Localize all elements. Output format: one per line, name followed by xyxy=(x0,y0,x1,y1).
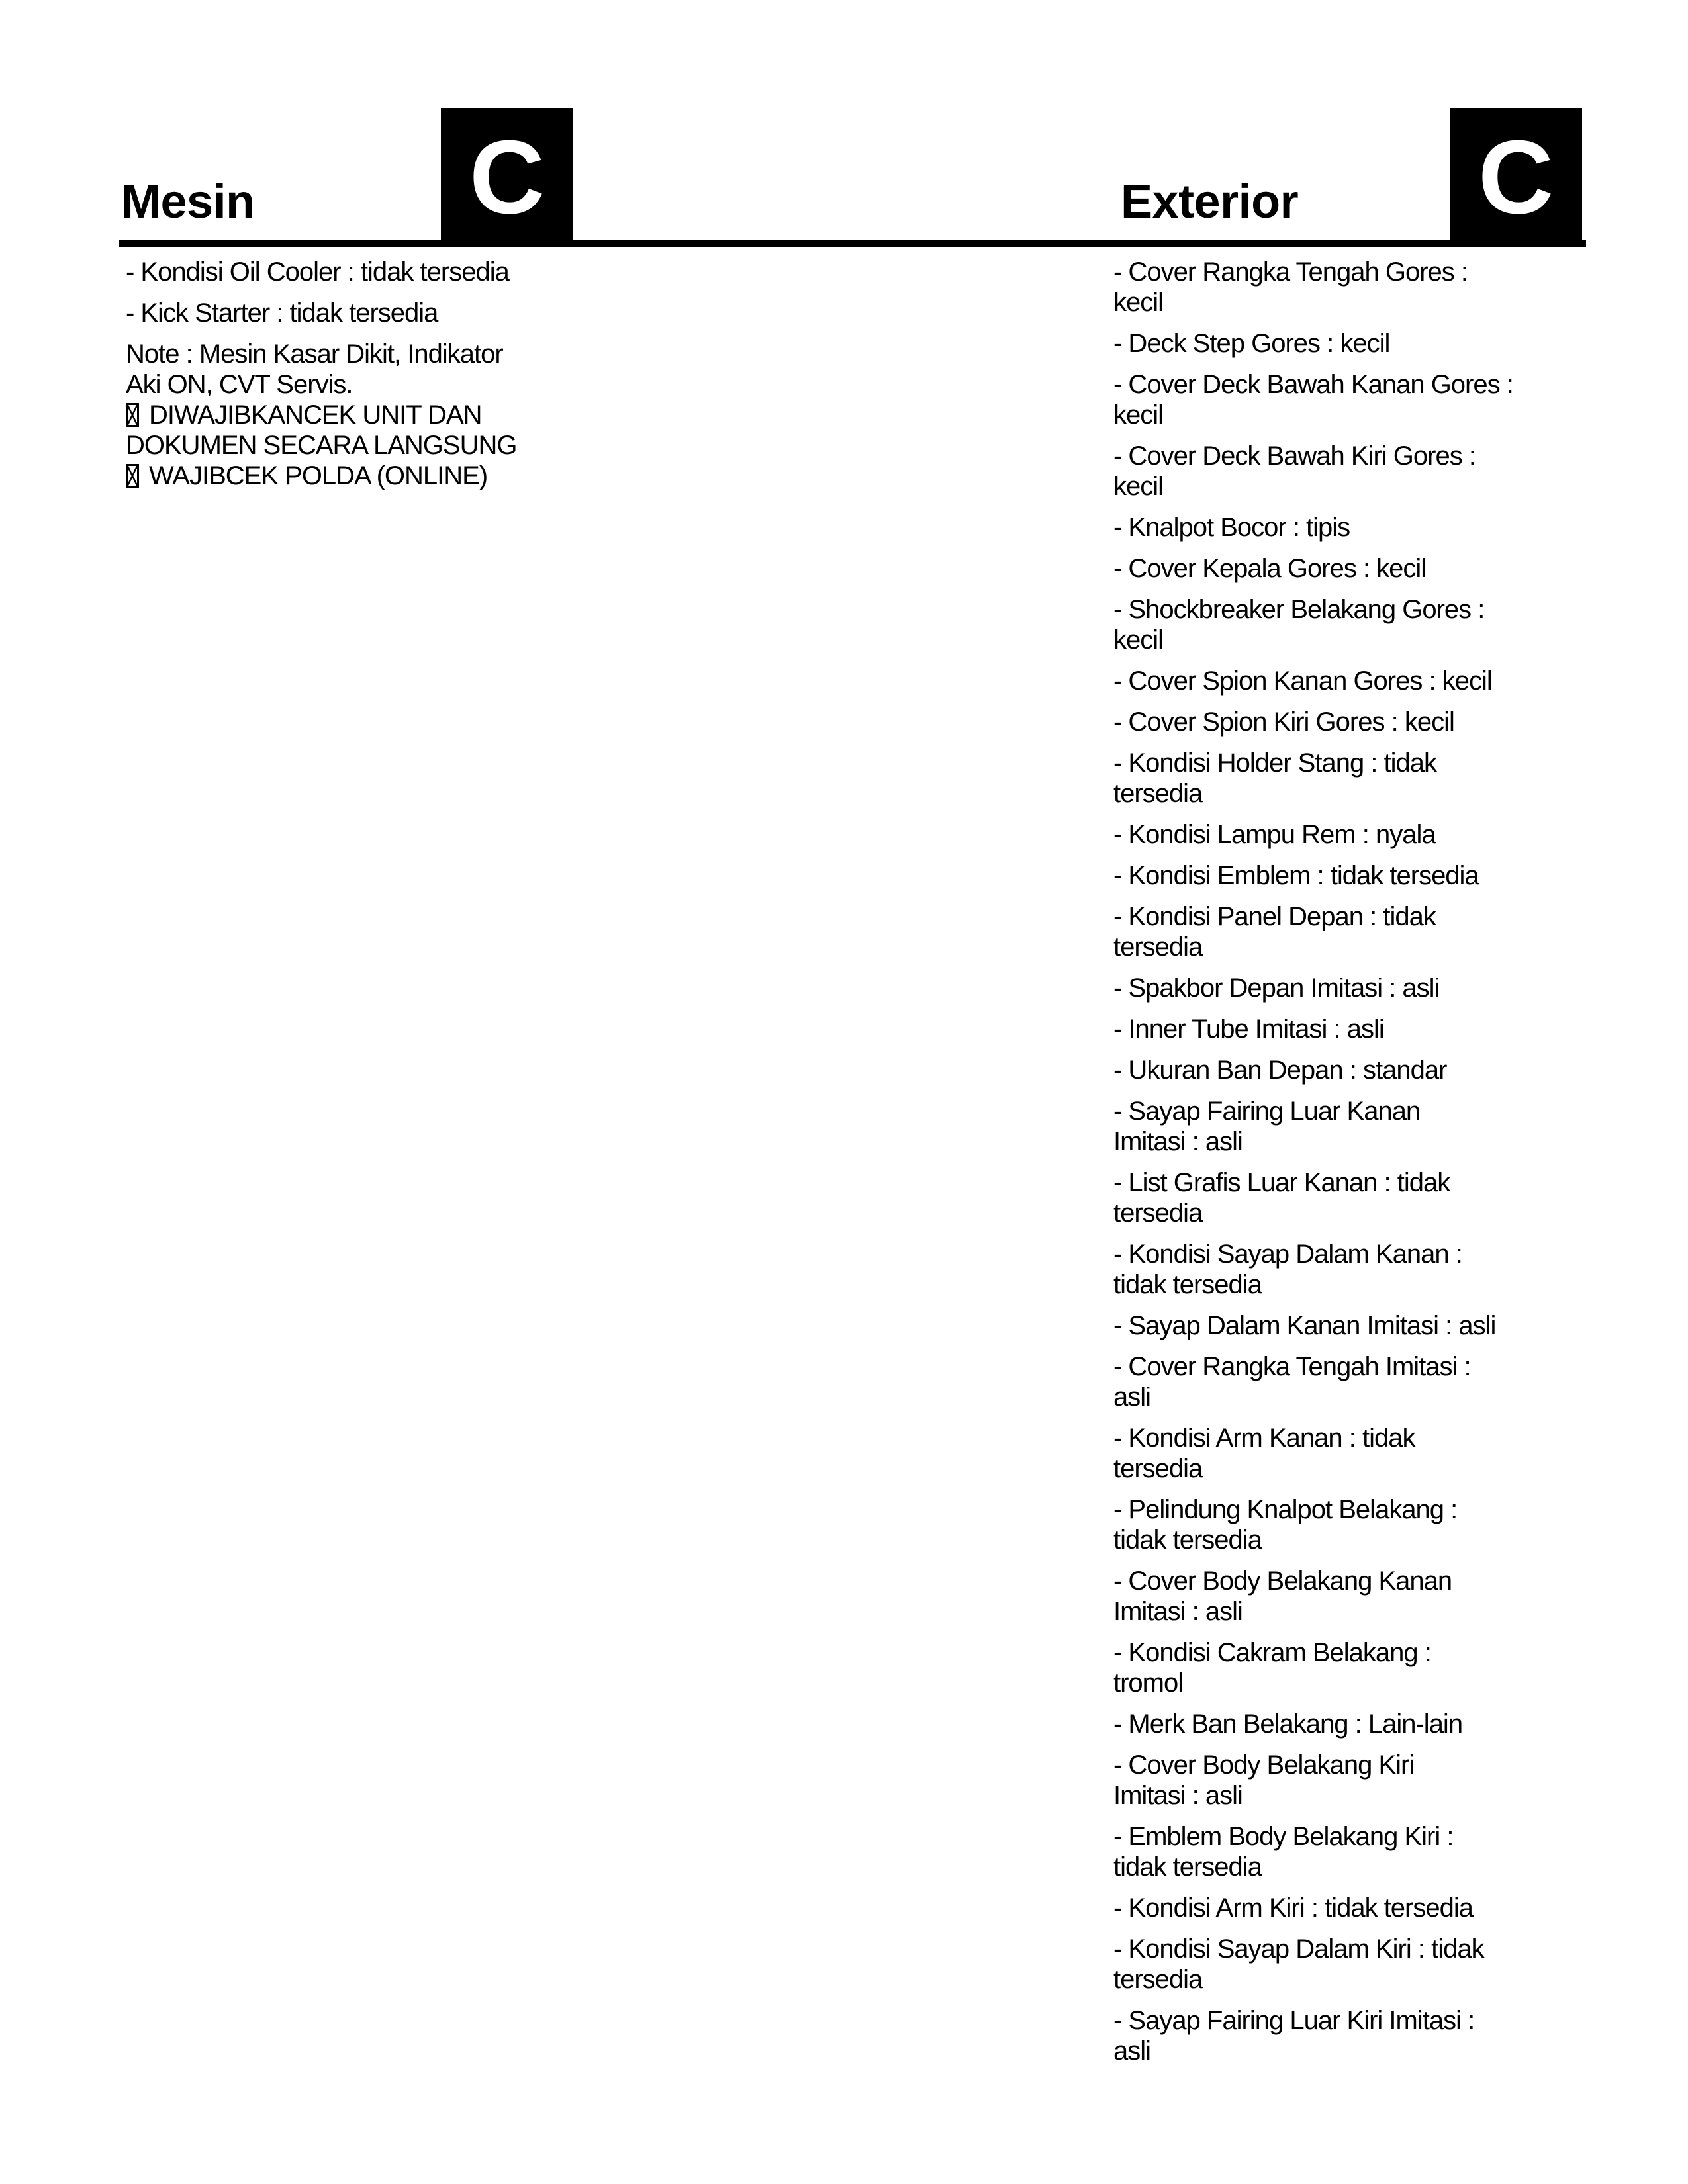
list-item-line: kecil xyxy=(1113,472,1164,501)
list-item-line: tidak tersedia xyxy=(1113,1270,1262,1299)
list-item-line: - Cover Rangka Tengah Imitasi : xyxy=(1113,1352,1471,1381)
list-item-line: - Cover Deck Bawah Kiri Gores : xyxy=(1113,441,1476,471)
list-item xyxy=(126,298,642,328)
list-item-line: tidak tersedia xyxy=(1113,1852,1262,1882)
list-item xyxy=(1113,1014,1636,1044)
grade-badge-mesin: C xyxy=(441,108,573,246)
grade-badge-exterior: C xyxy=(1450,108,1582,246)
exterior-item-list xyxy=(1113,257,1636,2077)
list-item-line: - Spakbor Depan Imitasi : asli xyxy=(1113,974,1440,1003)
list-item xyxy=(126,257,642,287)
list-item-line: Imitasi : asli xyxy=(1113,1781,1243,1810)
list-item-line: - Kondisi Cakram Belakang : xyxy=(1113,1638,1431,1667)
list-item xyxy=(1113,901,1636,962)
list-item xyxy=(1113,1351,1636,1412)
list-item-line: - Kondisi Emblem : tidak tersedia xyxy=(1113,861,1479,890)
list-item xyxy=(1113,1821,1636,1882)
list-item xyxy=(1113,1167,1636,1228)
list-item-line: tidak tersedia xyxy=(1113,1525,1262,1555)
list-item xyxy=(1113,328,1636,359)
list-item-line: - Ukuran Ban Depan : standar xyxy=(1113,1056,1447,1085)
list-item-line: - Kondisi Holder Stang : tidak xyxy=(1113,749,1437,778)
list-item xyxy=(1113,1239,1636,1300)
list-item-line: - Knalpot Bocor : tipis xyxy=(1113,513,1350,542)
list-item-line: - Sayap Fairing Luar Kanan xyxy=(1113,1097,1421,1126)
list-item-line: Note : Mesin Kasar Dikit, Indikator xyxy=(126,340,503,369)
list-item-line: - Kick Starter : tidak tersedia xyxy=(126,298,438,328)
list-item-line: kecil xyxy=(1113,288,1164,317)
list-item-line: - Kondisi Arm Kiri : tidak tersedia xyxy=(1113,1893,1473,1923)
list-item xyxy=(1113,973,1636,1003)
list-item-line: - Kondisi Oil Cooler : tidak tersedia xyxy=(126,257,509,287)
list-item xyxy=(1113,1934,1636,1995)
list-item-line: - Cover Deck Bawah Kanan Gores : xyxy=(1113,370,1513,399)
list-item-line: kecil xyxy=(1113,400,1164,430)
list-item-line: - Kondisi Sayap Dalam Kanan : xyxy=(1113,1240,1462,1269)
list-item-line: - Cover Spion Kanan Gores : kecil xyxy=(1113,666,1492,696)
missing-glyph-icon xyxy=(126,403,139,427)
list-item-line: Aki ON, CVT Servis. xyxy=(126,370,353,399)
list-item xyxy=(1113,2005,1636,2066)
list-item-line: - Kondisi Arm Kanan : tidak xyxy=(1113,1424,1415,1453)
list-item xyxy=(1113,1096,1636,1157)
list-item xyxy=(126,339,642,491)
list-item xyxy=(1113,666,1636,696)
list-item xyxy=(1113,512,1636,543)
list-item-line: - Cover Spion Kiri Gores : kecil xyxy=(1113,707,1454,737)
list-item-line: - Sayap Fairing Luar Kiri Imitasi : xyxy=(1113,2006,1475,2035)
list-item-line: tersedia xyxy=(1113,1199,1203,1228)
list-item xyxy=(1113,1893,1636,1923)
list-item-line: - Cover Kepala Gores : kecil xyxy=(1113,554,1427,583)
list-item xyxy=(1113,819,1636,850)
list-item-line: Imitasi : asli xyxy=(1113,1127,1243,1156)
list-item xyxy=(1113,369,1636,430)
list-item-line: - Kondisi Lampu Rem : nyala xyxy=(1113,820,1436,849)
list-item xyxy=(1113,1310,1636,1341)
list-item-line: Imitasi : asli xyxy=(1113,1597,1243,1626)
list-item-line: - Emblem Body Belakang Kiri : xyxy=(1113,1822,1454,1851)
list-item xyxy=(1113,1709,1636,1739)
section-title-exterior: Exterior xyxy=(1121,175,1299,228)
list-item-line: - Cover Rangka Tengah Gores : xyxy=(1113,257,1468,287)
list-item-line: - Merk Ban Belakang : Lain-lain xyxy=(1113,1709,1463,1739)
list-item-line: kecil xyxy=(1113,625,1164,655)
list-item-line: asli xyxy=(1113,2036,1151,2066)
list-item-line: - Kondisi Panel Depan : tidak xyxy=(1113,902,1436,931)
list-item xyxy=(1113,257,1636,318)
missing-glyph-icon xyxy=(126,464,139,488)
list-item-line: tersedia xyxy=(1113,1965,1203,1994)
list-item-line: - Sayap Dalam Kanan Imitasi : asli xyxy=(1113,1311,1496,1340)
header-underline xyxy=(119,240,1586,247)
list-item xyxy=(1113,1055,1636,1085)
list-item-line: - Pelindung Knalpot Belakang : xyxy=(1113,1495,1458,1524)
list-item xyxy=(1113,748,1636,809)
list-item-line: - Cover Body Belakang Kanan xyxy=(1113,1567,1452,1596)
list-item-line: - List Grafis Luar Kanan : tidak xyxy=(1113,1168,1450,1197)
list-item-line: tromol xyxy=(1113,1668,1184,1698)
list-item-line: tersedia xyxy=(1113,779,1203,808)
list-item-line: - Cover Body Belakang Kiri xyxy=(1113,1751,1415,1780)
list-item xyxy=(1113,1494,1636,1555)
section-title-mesin: Mesin xyxy=(121,175,255,228)
list-item xyxy=(1113,1566,1636,1627)
list-item xyxy=(1113,860,1636,891)
list-item xyxy=(1113,553,1636,584)
list-item-line: asli xyxy=(1113,1383,1151,1412)
list-item-line: - Shockbreaker Belakang Gores : xyxy=(1113,595,1485,624)
list-item xyxy=(1113,1750,1636,1811)
list-item xyxy=(1113,594,1636,655)
list-item xyxy=(1113,1637,1636,1698)
list-item-line: WAJIBCEK POLDA (ONLINE) xyxy=(126,461,642,491)
list-item xyxy=(1113,1423,1636,1484)
list-item-line: - Kondisi Sayap Dalam Kiri : tidak xyxy=(1113,1934,1484,1964)
list-item-line: DIWAJIBKANCEK UNIT DAN xyxy=(126,400,642,430)
list-item xyxy=(1113,441,1636,502)
list-item-line: - Deck Step Gores : kecil xyxy=(1113,329,1390,358)
list-item-line: DOKUMEN SECARA LANGSUNG xyxy=(126,431,517,460)
list-item-line: tersedia xyxy=(1113,1454,1203,1483)
list-item-line: - Inner Tube Imitasi : asli xyxy=(1113,1015,1384,1044)
mesin-item-list xyxy=(126,257,642,502)
list-item-line: tersedia xyxy=(1113,933,1203,962)
list-item xyxy=(1113,707,1636,737)
